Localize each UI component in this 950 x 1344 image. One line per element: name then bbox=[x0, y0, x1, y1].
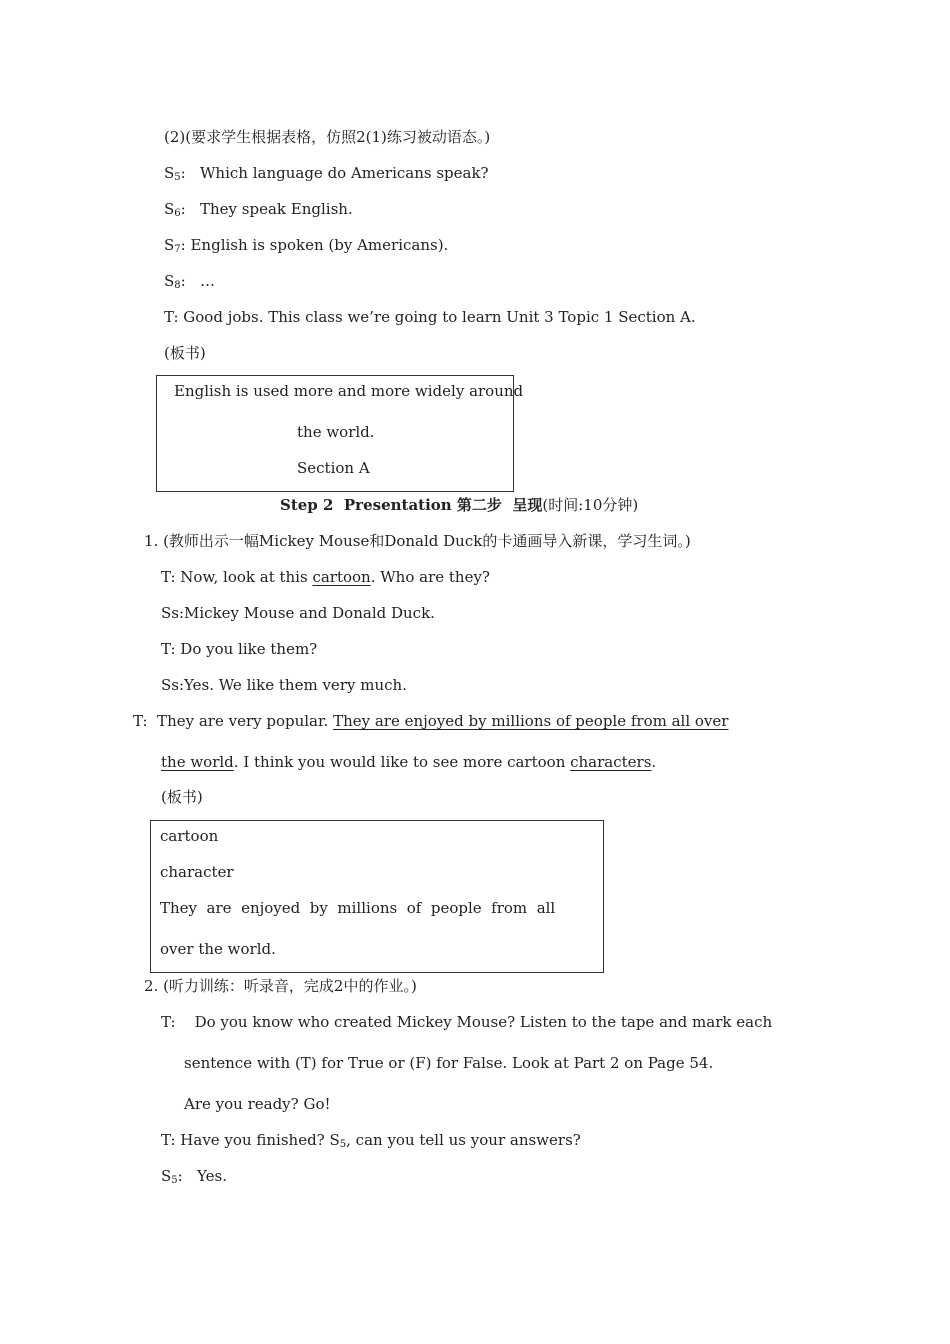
vocab-characters: characters bbox=[570, 753, 652, 771]
board-line: cartoon bbox=[160, 827, 219, 845]
board-line: They are enjoyed by millions of people from all bbox=[160, 899, 556, 917]
blackboard-box-2 bbox=[150, 820, 604, 973]
dialogue-line-s5: $S_5$: Which language do Americans speak? bbox=[164, 164, 489, 183]
board-line: English is used more and more widely around bbox=[174, 382, 524, 400]
student-line: $S_5$: Yes. bbox=[161, 1167, 227, 1186]
dialogue-line-s7: $S_7$: English is spoken (by Americans). bbox=[164, 236, 449, 255]
practice-instruction: (2)(要求学生根据表格，仿照2(1)练习被动语态。) bbox=[164, 128, 491, 146]
teacher-line-cont: sentence with (T) for True or (F) for False. Look at Part 2 on Page 54. bbox=[184, 1054, 714, 1072]
item2-instruction: 2. (听力训练：听录音，完成2中的作业。) bbox=[144, 977, 417, 995]
blackboard-box-1 bbox=[156, 375, 524, 492]
vocab-cartoon: cartoon bbox=[312, 568, 371, 586]
dialogue-line-s8: $S_8$: … bbox=[164, 272, 216, 291]
teacher-line-cont: Are you ready? Go! bbox=[184, 1095, 331, 1113]
step-heading: Step 2 Presentation 第二步 呈现(时间:10分钟) bbox=[280, 496, 639, 514]
item1-instruction: 1. (教师出示一幅Mickey Mouse和Donald Duck的卡通画导入新课，学习生词。) bbox=[144, 532, 691, 550]
teacher-line: T: Do you like them? bbox=[161, 640, 318, 658]
students-line: Ss:Mickey Mouse and Donald Duck. bbox=[161, 604, 435, 622]
dialogue-line-s6: $S_6$: They speak English. bbox=[164, 200, 353, 219]
teacher-line: T: They are very popular. They are enjoyed by millions of people from all over bbox=[133, 712, 729, 730]
board-label: (板书) bbox=[164, 344, 206, 362]
board-line: character bbox=[160, 863, 234, 881]
board-line: the world. bbox=[297, 423, 375, 441]
board-line: over the world. bbox=[160, 940, 276, 958]
teacher-line-cont: the world. I think you would like to see more cartoon characters. bbox=[161, 753, 657, 771]
board-label: (板书) bbox=[161, 788, 203, 806]
teacher-line: T: Have you finished? $S_5$, can you tell us your answers? bbox=[161, 1131, 581, 1150]
teacher-line: T: Do you know who created Mickey Mouse? Listen to the tape and mark each bbox=[161, 1013, 773, 1031]
board-line: Section A bbox=[297, 459, 370, 477]
students-line: Ss:Yes. We like them very much. bbox=[161, 676, 407, 694]
teacher-line: T: Good jobs. This class we’re going to learn Unit 3 Topic 1 Section A. bbox=[164, 308, 696, 326]
key-sentence: the world bbox=[161, 753, 234, 771]
teacher-line: T: Now, look at this cartoon. Who are they? bbox=[161, 568, 490, 586]
key-sentence: They are enjoyed by millions of people from all over bbox=[333, 712, 729, 730]
